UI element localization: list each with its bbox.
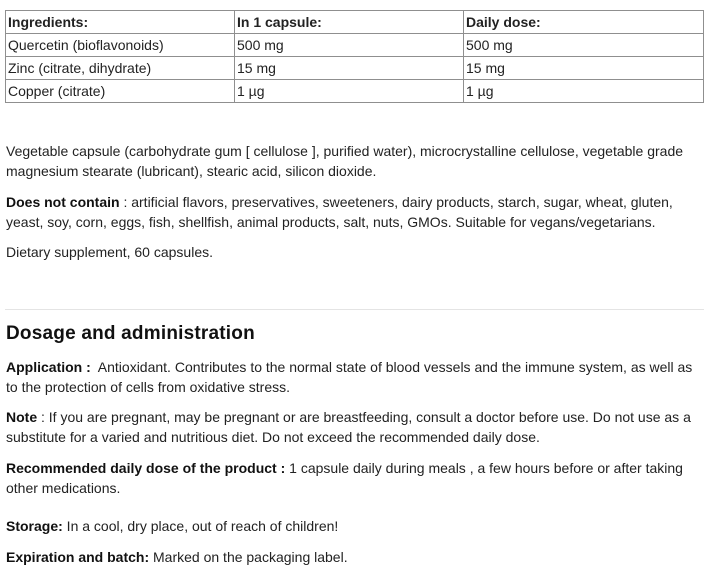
application-text: Antioxidant. Contributes to the normal state of blood vessels and the immune system, as well as to the protection of cells from oxidative stress. <box>6 359 697 395</box>
storage-text: In a cool, dry place, out of reach of children! <box>62 518 339 534</box>
does-not-contain-label: Does not contain <box>6 194 120 210</box>
ingredient-per-capsule: 15 mg <box>235 57 464 80</box>
expiration-paragraph <box>6 548 706 568</box>
expiration-label: Expiration and batch: <box>6 549 150 565</box>
storage-paragraph <box>6 517 706 537</box>
supplement-info-text: Dietary supplement, 60 capsules. <box>6 244 213 260</box>
ingredient-per-capsule: 1 µg <box>235 80 464 103</box>
recommended-dose-label: Recommended daily dose of the product : <box>6 460 286 476</box>
supplement-info-paragraph <box>6 243 706 263</box>
application-label: Application : <box>6 359 91 375</box>
note-text: : If you are pregnant, may be pregnant or are breastfeeding, consult a doctor before use. Do not use as a substitute for a varied and nutritious diet. Do not exceed the recommended daily dose. <box>6 409 691 445</box>
other-ingredients-paragraph <box>6 142 706 181</box>
note-label: Note <box>6 409 38 425</box>
expiration-text: Marked on the packaging label. <box>149 549 348 565</box>
table-row <box>6 57 704 80</box>
table-row <box>6 34 704 57</box>
other-ingredients-text: Vegetable capsule (carbohydrate gum [ cellulose ], purified water), microcrystalline cellulose, vegetable grade magnesium stearate (lubricant), stearic acid, silicon dioxide. <box>6 143 684 179</box>
storage-label: Storage: <box>6 518 63 534</box>
dosage-heading: Dosage and administration <box>6 323 255 344</box>
recommended-dose-paragraph <box>6 459 706 498</box>
ingredient-name: Quercetin (bioflavonoids) <box>6 34 235 57</box>
ingredient-daily-dose: 15 mg <box>464 57 704 80</box>
recommended-dose-text: 1 capsule daily during meals , a few hours before or after taking other medications. <box>6 460 683 496</box>
ingredient-name: Zinc (citrate, dihydrate) <box>6 57 235 80</box>
application-paragraph <box>6 358 706 397</box>
does-not-contain-paragraph <box>6 193 706 232</box>
ingredient-per-capsule: 500 mg <box>235 34 464 57</box>
header-daily-dose: Daily dose: <box>464 11 704 34</box>
section-divider <box>5 309 704 310</box>
table-row <box>6 80 704 103</box>
ingredients-table <box>5 10 704 103</box>
does-not-contain-text: : artificial flavors, preservatives, sweeteners, dairy products, starch, sugar, wheat, gluten, yeast, soy, corn, eggs, fish, shellfish, animal products, salt, nuts, GMOs. Suitable for vegans/vegetarians. <box>6 194 673 230</box>
ingredient-name: Copper (citrate) <box>6 80 235 103</box>
header-per-capsule: In 1 capsule: <box>235 11 464 34</box>
note-paragraph <box>6 408 706 447</box>
ingredient-daily-dose: 1 µg <box>464 80 704 103</box>
ingredient-daily-dose: 500 mg <box>464 34 704 57</box>
table-header-row <box>6 11 704 34</box>
header-ingredients: Ingredients: <box>6 11 235 34</box>
